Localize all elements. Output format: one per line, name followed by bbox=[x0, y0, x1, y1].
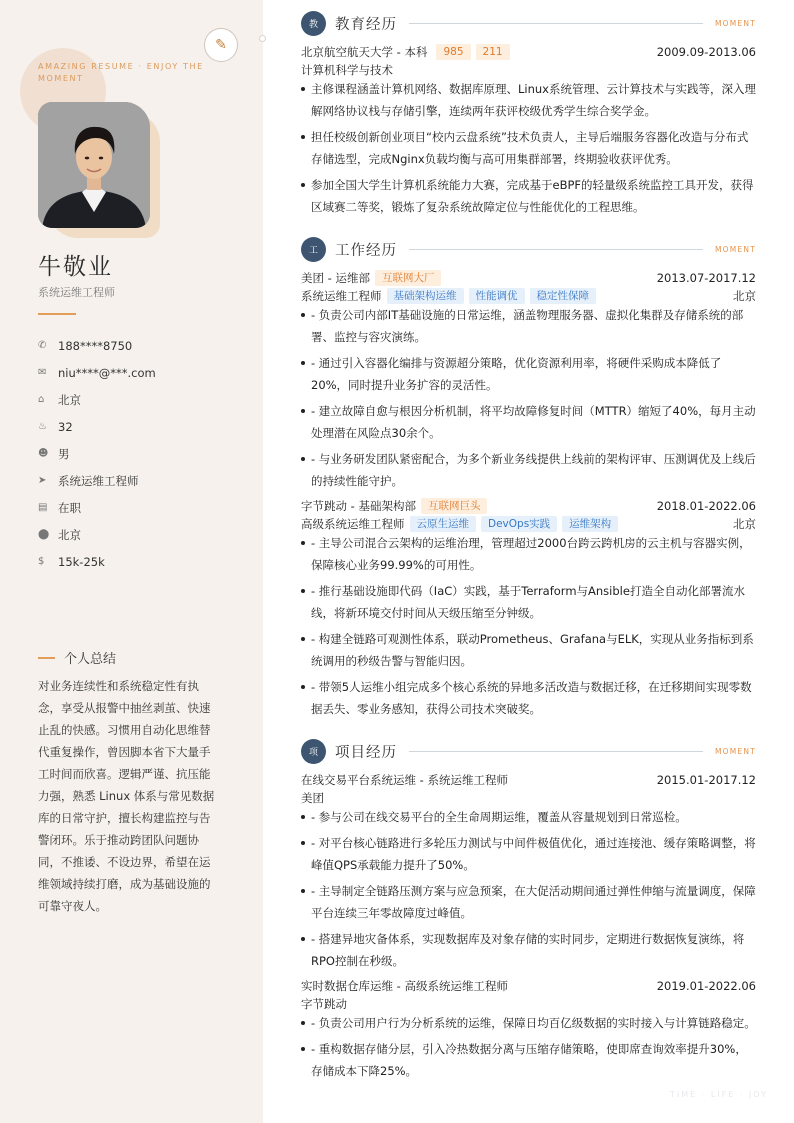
age-value: 32 bbox=[58, 419, 73, 434]
info-item-phone bbox=[38, 332, 156, 359]
decorative-dot bbox=[259, 35, 266, 42]
project-date: 2015.01-2017.12 bbox=[656, 773, 756, 787]
job-header-row bbox=[301, 270, 756, 286]
list-item: - 重构数据存储分层，引入冷热数据分离与压缩存储策略，使即席查询效率提升30%，存储成本下降25%。 bbox=[301, 1038, 756, 1082]
avatar bbox=[38, 102, 150, 228]
status-value: 在职 bbox=[58, 500, 81, 515]
location-value: 北京 bbox=[58, 527, 81, 542]
salary-icon: $ bbox=[38, 556, 45, 567]
project-bullets bbox=[301, 806, 756, 976]
phone-icon: ✆ bbox=[38, 340, 47, 351]
education-major-row bbox=[301, 62, 756, 78]
section-tag: MOMENT bbox=[715, 244, 756, 254]
home-icon: ⌂ bbox=[38, 394, 45, 405]
job-city: 北京 bbox=[733, 517, 756, 531]
list-item: - 带领5人运维小组完成多个核心系统的异地多活改造与数据迁移，在迁移期间实现零数据丢失、零业务感知，获得公司技术突破奖。 bbox=[301, 676, 756, 720]
section-divider bbox=[409, 23, 703, 24]
skill-tag: 运维架构 bbox=[562, 516, 618, 532]
info-item-status bbox=[38, 494, 156, 521]
project-bullets bbox=[301, 1012, 756, 1086]
section-header-work bbox=[301, 236, 756, 262]
skill-tag: 基础架构运维 bbox=[387, 288, 464, 304]
info-item-target-role bbox=[38, 467, 156, 494]
job-position-row bbox=[301, 288, 756, 304]
section-divider bbox=[409, 751, 703, 752]
candidate-name: 牛敬业 bbox=[38, 254, 113, 280]
section-header-projects bbox=[301, 738, 756, 764]
job-position-row bbox=[301, 516, 756, 532]
education-bullets bbox=[301, 78, 756, 222]
skill-tag: 性能调优 bbox=[469, 288, 525, 304]
job-city: 北京 bbox=[733, 289, 756, 303]
contact-info-list bbox=[38, 332, 156, 575]
send-icon: ➤ bbox=[38, 475, 47, 486]
list-item: 参加全国大学生计算机系统能力大赛，完成基于eBPF的轻量级系统监控工具开发，获得区域赛二等奖，锻炼了复杂系统故障定位与性能优化的工程思维。 bbox=[301, 174, 756, 218]
info-item-location bbox=[38, 521, 156, 548]
cake-icon: ♨ bbox=[38, 421, 47, 432]
project-org: 字节跳动 bbox=[301, 997, 347, 1011]
section-divider bbox=[409, 249, 703, 250]
email-value: niu****@***.com bbox=[58, 365, 156, 380]
info-item-email bbox=[38, 359, 156, 386]
project-header-row bbox=[301, 978, 756, 994]
list-item: 主修课程涵盖计算机网络、数据库原理、Linux系统管理、云计算技术与实践等，深入理解网络协议栈与存储引擎，连续两年获评校级优秀学生综合奖学金。 bbox=[301, 78, 756, 122]
list-item: - 建立故障自愈与根因分析机制，将平均故障修复时间（MTTR）缩短了40%，每月主动处理潜在风险点30余个。 bbox=[301, 400, 756, 444]
list-item: - 负责公司用户行为分析系统的运维，保障日均百亿级数据的实时接入与计算链路稳定。 bbox=[301, 1012, 756, 1034]
education-header-row bbox=[301, 44, 756, 60]
list-item: - 参与公司在线交易平台的全生命周期运维，覆盖从容量规划到日常巡检。 bbox=[301, 806, 756, 828]
summary-heading bbox=[38, 648, 116, 667]
section-header-education bbox=[301, 10, 756, 36]
list-item: - 主导公司混合云架构的运维治理，管理超过2000台跨云跨机房的云主机与容器实例，保障核心业务99.99%的可用性。 bbox=[301, 532, 756, 576]
school-badge: 211 bbox=[476, 44, 510, 60]
gender-value: 男 bbox=[58, 446, 70, 461]
job-position: 高级系统运维工程师 bbox=[301, 517, 405, 531]
section-title: 工作经历 bbox=[335, 242, 397, 259]
list-item: 担任校级创新创业项目“校内云盘系统”技术负责人，主导后端服务容器化改造与分布式存储选型，完成Nginx负载均衡与高可用集群部署，终期验收获评优秀。 bbox=[301, 126, 756, 170]
job-bullets bbox=[301, 304, 756, 496]
section-title: 教育经历 bbox=[335, 16, 397, 33]
list-item: - 与业务研发团队紧密配合，为多个新业务线提供上线前的架构评审、压测调优及上线后的持续性能守护。 bbox=[301, 448, 756, 492]
list-item: - 负责公司内部IT基础设施的日常运维，涵盖物理服务器、虚拟化集群及存储系统的部署、监控与容灾演练。 bbox=[301, 304, 756, 348]
brand-badge-icon: ✎ bbox=[204, 28, 238, 62]
projects-icon: 项 bbox=[301, 739, 326, 764]
salary-value: 15k-25k bbox=[58, 554, 105, 569]
skill-tag: 稳定性保障 bbox=[530, 288, 597, 304]
job-bullets bbox=[301, 532, 756, 724]
summary-title: 个人总结 bbox=[64, 652, 117, 667]
info-item-gender bbox=[38, 440, 156, 467]
project-date: 2019.01-2022.06 bbox=[656, 979, 756, 993]
section-tag: MOMENT bbox=[715, 18, 756, 28]
list-item: - 主导制定全链路压测方案与应急预案，在大促活动期间通过弹性伸缩与流量调度，保障平台连续三年零故障度过峰值。 bbox=[301, 880, 756, 924]
project-name: 在线交易平台系统运维 - 系统运维工程师 bbox=[301, 773, 508, 787]
watermark: TIME · LIFE · JOY bbox=[670, 1090, 769, 1099]
name-divider bbox=[38, 313, 76, 315]
job-date: 2018.01-2022.06 bbox=[656, 499, 756, 513]
company-badge: 互联网大厂 bbox=[375, 270, 442, 286]
education-date: 2009.09-2013.06 bbox=[656, 45, 756, 59]
company-name: 美团 - 运维部 bbox=[301, 271, 370, 285]
summary-text: 对业务连续性和系统稳定性有执念，享受从报警中抽丝剥茧、快速止乱的快感。习惯用自动化思维替代重复操作，曾因脚本省下大量手工时间而欣喜。逻辑严谨、抗压能力强，熟悉 Linux 体系与常见数据库的日常守护，擅长构建监控与告警闭环。乐于推动跨团队问题协同，不推诿、不设边界，希望在运维领域持续打磨，成为基础设施的可靠守夜人。 bbox=[38, 679, 215, 913]
sidebar bbox=[0, 0, 263, 1123]
job-date: 2013.07-2017.12 bbox=[656, 271, 756, 285]
school-badge: 985 bbox=[436, 44, 470, 60]
education-icon: 教 bbox=[301, 11, 326, 36]
location-pin-icon: ⬤ bbox=[38, 529, 50, 540]
list-item: - 对平台核心链路进行多轮压力测试与中间件极值优化，通过连接池、缓存策略调整，将峰值QPS承载能力提升了50%。 bbox=[301, 832, 756, 876]
tagline: AMAZING RESUME · ENJOY THE MOMENT bbox=[38, 62, 204, 83]
job-position: 系统运维工程师 bbox=[301, 289, 382, 303]
work-icon: 工 bbox=[301, 237, 326, 262]
phone-value: 188****8750 bbox=[58, 338, 133, 353]
info-item-salary bbox=[38, 548, 156, 575]
info-item-residence bbox=[38, 386, 156, 413]
company-badge: 互联网巨头 bbox=[421, 498, 488, 514]
list-item: - 构建全链路可观测性体系，联动Prometheus、Grafana与ELK，实现从业务指标到系统调用的秒级告警与智能归因。 bbox=[301, 628, 756, 672]
job-header-row bbox=[301, 498, 756, 514]
residence-value: 北京 bbox=[58, 392, 81, 407]
summary-heading-bar bbox=[38, 657, 55, 659]
project-org: 美团 bbox=[301, 791, 324, 805]
mail-icon: ✉ bbox=[38, 367, 47, 378]
skill-tag: 云原生运维 bbox=[410, 516, 477, 532]
info-item-age bbox=[38, 413, 156, 440]
target-role-value: 系统运维工程师 bbox=[58, 473, 139, 488]
project-org-row bbox=[301, 996, 756, 1012]
school-name: 北京航空航天大学 - 本科 bbox=[301, 45, 428, 59]
section-tag: MOMENT bbox=[715, 746, 756, 756]
briefcase-icon: ▤ bbox=[38, 502, 48, 513]
project-header-row bbox=[301, 772, 756, 788]
project-name: 实时数据仓库运维 - 高级系统运维工程师 bbox=[301, 979, 508, 993]
section-title: 项目经历 bbox=[335, 744, 397, 761]
company-name: 字节跳动 - 基础架构部 bbox=[301, 499, 416, 513]
gender-icon: ☻ bbox=[38, 448, 49, 459]
candidate-role: 系统运维工程师 bbox=[38, 286, 115, 299]
project-org-row bbox=[301, 790, 756, 806]
major: 计算机科学与技术 bbox=[301, 63, 393, 77]
list-item: - 搭建异地灾备体系，实现数据库及对象存储的实时同步，定期进行数据恢复演练，将RPO控制在秒级。 bbox=[301, 928, 756, 972]
list-item: - 推行基础设施即代码（IaC）实践，基于Terraform与Ansible打造全自动化部署流水线，将新环境交付时间从天级压缩至分钟级。 bbox=[301, 580, 756, 624]
skill-tag: DevOps实践 bbox=[481, 516, 557, 532]
list-item: - 通过引入容器化编排与资源超分策略，优化资源利用率，将硬件采购成本降低了20%，同时提升业务扩容的灵活性。 bbox=[301, 352, 756, 396]
